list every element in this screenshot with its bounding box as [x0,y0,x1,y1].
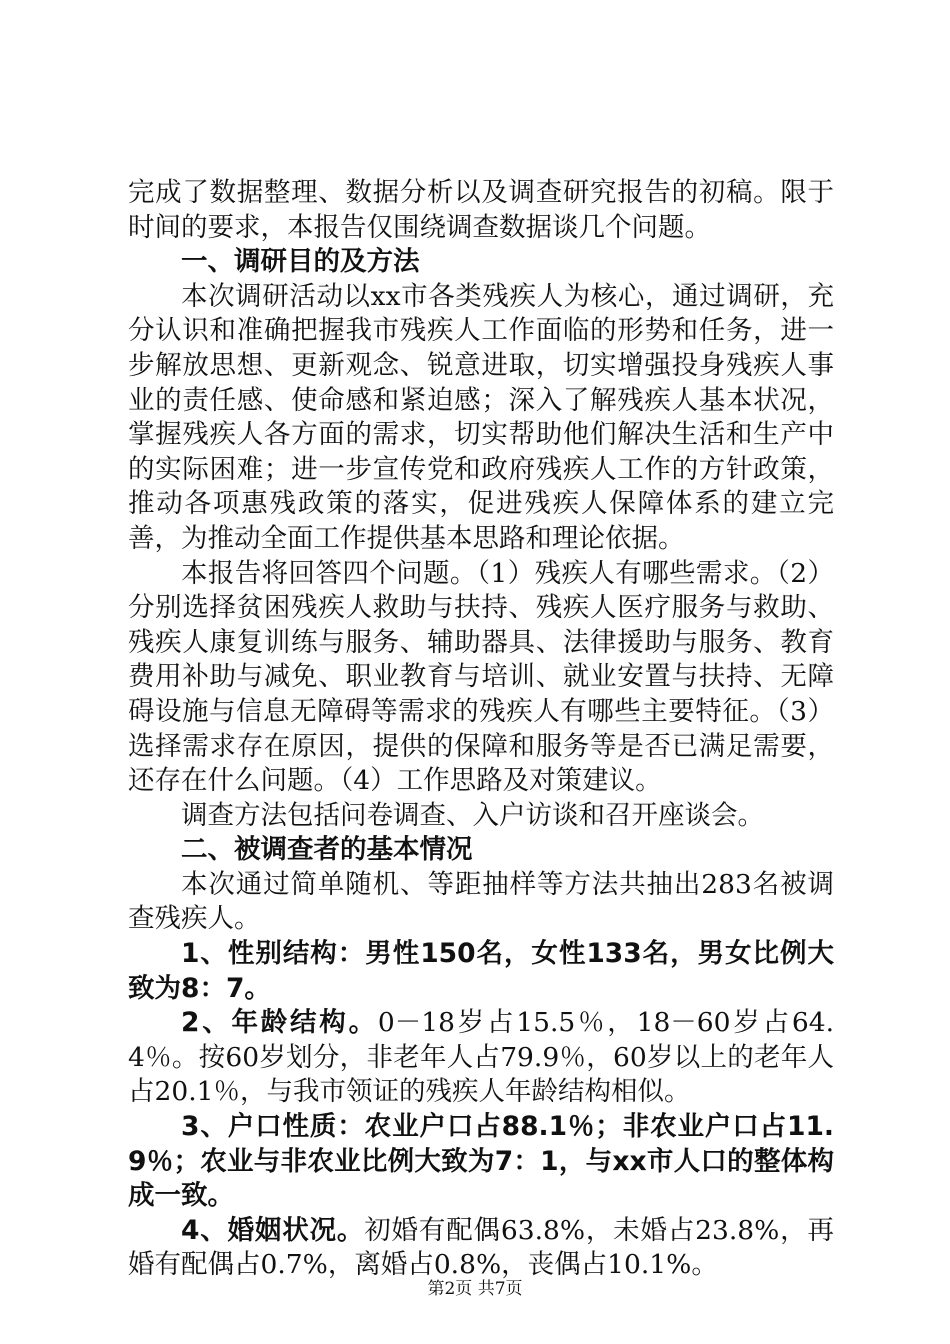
paragraph-methods: 调查方法包括问卷调查、入户访谈和召开座谈会。 [181,799,764,831]
document-body [128,176,834,1283]
page-footer: 第2页 共7页 [427,1279,523,1299]
paragraph-continuation: 完成了数据整理、数据分析以及调查研究报告的初稿。限于时间的要求，本报告仅围绕调查数据谈几个问题。 [128,177,834,243]
paragraph-age [128,1006,834,1110]
marital-title: 4、婚姻状况。 [181,1214,365,1246]
paragraph-marital [128,1214,834,1283]
marital-body: 初婚有配偶63.8%，未婚占23.8%，再婚有配偶占0.7%，离婚占0.8%，丧偶占10.1%。 [128,1214,834,1281]
paragraph-gender: 1、性别结构：男性150名，女性133名，男女比例大致为8：7。 [128,938,834,1004]
paragraph-questions: 本报告将回答四个问题。（1）残疾人有哪些需求。（2）分别选择贫困残疾人救助与扶持、残疾人医疗服务与救助、残疾人康复训练与服务、辅助器具、法律援助与服务、教育费用补助与减免、职业教育与培训、就业安置与扶持、无障碍设施与信息无障碍等需求的残疾人有哪些主要特征。（3）选择需求存在原因，提供的保障和服务等是否已满足需要，还存在什么问题。（4）工作思路及对策建议。 [128,557,834,797]
section-heading-2: 二、被调查者的基本情况 [181,834,473,866]
paragraph-purpose: 本次调研活动以xx市各类残疾人为核心，通过调研，充分认识和准确把握我市残疾人工作面临的形势和任务，进一步解放思想、更新观念、锐意进取，切实增强投身残疾人事业的责任感、使命感和紧迫感；深入了解残疾人基本状况，掌握残疾人各方面的需求，切实帮助他们解决生活和生产中的实际困难；进一步宣传党和政府残疾人工作的方针政策，推动各项惠残政策的落实，促进残疾人保障体系的建立完善，为推动全面工作提供基本思路和理论依据。 [128,280,834,554]
paragraph-household: 3、户口性质：农业户口占88.1％；非农业户口占11.9％；农业与非农业比例大致为7：1，与xx市人口的整体构成一致。 [128,1111,834,1212]
age-title: 2、年龄结构。 [181,1007,378,1039]
section-heading-1: 一、调研目的及方法 [181,246,420,278]
age-body: 0－18岁占15.5％，18－60岁占64.4％。按60岁划分，非老年人占79.9％，60岁以上的老年人占20.1％，与我市领证的残疾人年龄结构相似。 [128,1007,834,1108]
paragraph-sample: 本次通过简单随机、等距抽样等方法共抽出283名被调查残疾人。 [128,868,834,935]
